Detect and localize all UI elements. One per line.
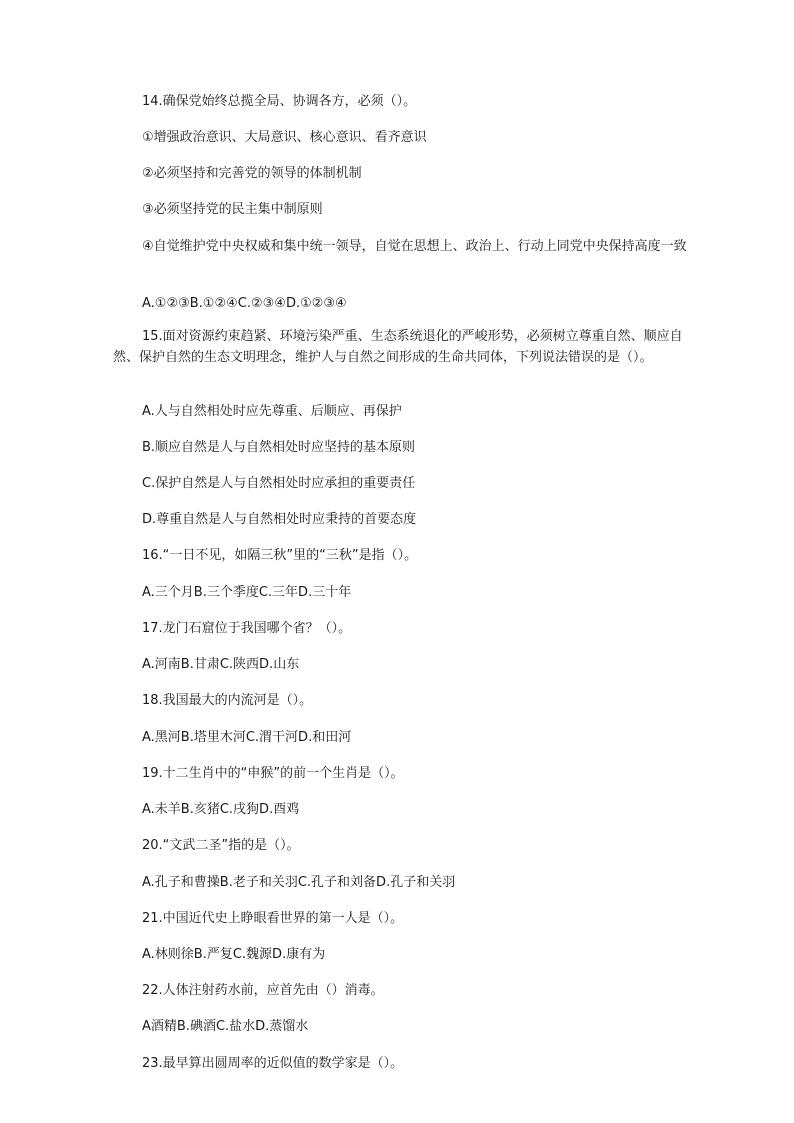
question-23: 23.最早算出圆周率的近似值的数学家是（）。 [142,1056,404,1071]
question-15: 15.面对资源约束趋紧、环境污染严重、生态系统退化的严峻形势，必须树立尊重自然、顺应自然、保护自然的生态文明理念，维护人与自然之间形成的生命共同体，下列说法错误的是（）。 [113,329,683,365]
options-14: A.①②③B.①②④C.②③④D.①②③④ [142,296,347,311]
option-15-a: A.人与自然相处时应先尊重、后顺应、再保护 [142,404,402,419]
options-20: A.孔子和曹操B.老子和关羽C.孔子和刘备D.孔子和关羽 [142,875,456,890]
question-22: 22.人体注射药水前，应首先由（）消毒。 [142,983,384,998]
statement-1: ①增强政治意识、大局意识、核心意识、看齐意识 [142,130,427,145]
options-22: A酒精B.碘酒C.盐水D.蒸馏水 [142,1019,309,1034]
option-15-b: B.顺应自然是人与自然相处时应坚持的基本原则 [142,440,416,455]
statement-4: ④自觉维护党中央权威和集中统一领导，自觉在思想上、政治上、行动上同党中央保持高度一致 [142,239,687,254]
question-18: 18.我国最大的内流河是（）。 [142,693,313,708]
options-18: A.黑河B.塔里木河C.渭干河D.和田河 [142,730,352,745]
question-19: 19.十二生肖中的“申猴”的前一个生肖是（）。 [142,766,404,781]
option-15-c: C.保护自然是人与自然相处时应承担的重要责任 [142,476,416,491]
question-17: 17.龙门石窟位于我国哪个省？（）。 [142,621,352,636]
options-19: A.未羊B.亥猪C.戌狗D.酉鸡 [142,802,300,817]
question-21: 21.中国近代史上睁眼看世界的第一人是（）。 [142,911,404,926]
options-17: A.河南B.甘肃C.陕西D.山东 [142,657,300,672]
option-15-d: D.尊重自然是人与自然相处时应秉持的首要态度 [142,512,417,527]
question-16: 16.“一日不见，如隔三秋”里的“三秋”是指（）。 [142,548,418,563]
options-16: A.三个月B.三个季度C.三年D.三十年 [142,585,352,600]
statement-3: ③必须坚持党的民主集中制原则 [142,202,323,217]
options-21: A.林则徐B.严复C.魏源D.康有为 [142,947,326,962]
statement-2: ②必须坚持和完善党的领导的体制机制 [142,166,362,181]
question-20: 20.“文武二圣”指的是（）。 [142,838,300,853]
question-14: 14.确保党始终总揽全局、协调各方，必须（）。 [142,94,417,109]
